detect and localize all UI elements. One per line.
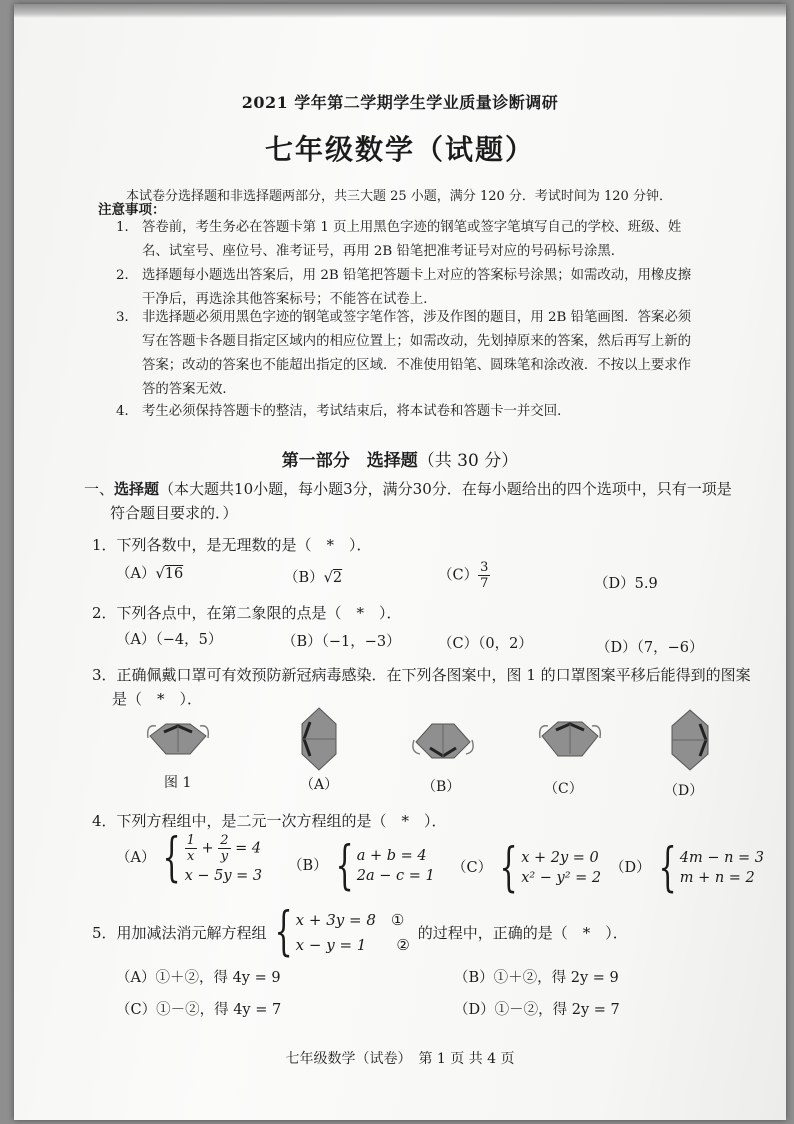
numerator: 2 (220, 832, 229, 848)
brace-icon: { (335, 836, 354, 896)
denominator: x (187, 848, 195, 864)
equation-line: x − 5y = 3 (184, 867, 263, 884)
part-label: 一、 (84, 480, 115, 498)
notice-heading: 注意事项： (98, 202, 166, 218)
q1-option-a (116, 562, 183, 583)
fraction (218, 833, 230, 864)
mask-figure-a (296, 704, 342, 774)
q4-option-a (116, 828, 263, 888)
equation-line: m + n = 2 (679, 870, 755, 886)
option-label: （A） (116, 850, 156, 866)
equation-1: x + 3y = 8 (295, 911, 376, 929)
equation-system (651, 838, 765, 898)
equation-2: x − y = 1 (295, 936, 367, 954)
equation-line: x² − y² = 2 (521, 870, 602, 886)
equation-system (328, 836, 435, 896)
part-name: 选择题 (114, 480, 160, 498)
fraction (185, 833, 197, 864)
q5-option-b: （B）①＋②，得 2y = 9 (454, 970, 619, 986)
figure-caption: （B） (422, 779, 461, 795)
sqrt-icon: √ (155, 566, 165, 582)
equation-rest: = 4 (235, 840, 262, 856)
notice-num: 4． (116, 404, 138, 419)
notice-text: 非选择题必须用黑色字迹的钢笔或签字笔作答，涉及作图的题目，用 2B 铅笔画图．答案必须写在答题卡各题目指定区域内的相应位置上；如需改动，先划掉原来的答案，然后再写上新的答案；改动的答案也不能超出指定的区域．不准使用铅笔、圆珠笔和涂改液．不按以上要求作答的答案无效． (142, 310, 692, 397)
option-label: （B） (288, 858, 328, 874)
mask-figure-c (534, 716, 606, 762)
sqrt-icon: √ (323, 570, 333, 586)
equation-line: 2a − c = 1 (356, 868, 435, 884)
equation-mark: ② (396, 936, 410, 954)
option-label: （A） (116, 566, 156, 582)
q1-stem: 1．下列各数中，是无理数的是（ * ）． (92, 536, 372, 554)
option-label: （D） (610, 860, 651, 876)
radicand: 16 (164, 566, 184, 582)
q4-option-b (288, 836, 435, 896)
intro-text: 本试卷分选择题和非选择题两部分，共三大题 25 小题，满分 120 分．考试时间为 120 分钟． (126, 189, 672, 204)
equation-system (492, 838, 602, 898)
brace-icon: { (162, 828, 182, 888)
notice-num: 1． (116, 220, 138, 235)
scan-shadow (14, 4, 786, 18)
q3-stem-2: 是（ * ）． (112, 690, 203, 708)
option-label: （B） (284, 570, 324, 586)
super-title: 2021 学年第二学期学生学业质量诊断调研 (241, 93, 559, 112)
equation-line: x + 2y = 0 (521, 850, 599, 866)
notice-text: 答卷前，考生务必在答题卡第 1 页上用黑色字迹的钢笔或签字笔填写自己的学校、班级、姓名、试室号、座位号、准考证号，再用 2B 铅笔把准考证号对应的号码标号涂黑． (142, 220, 682, 259)
brace-icon: { (499, 838, 518, 898)
q1-option-c (438, 560, 490, 591)
radicand: 2 (332, 570, 343, 586)
section-points: （共 30 分） (417, 451, 519, 471)
figure-caption: （D） (664, 783, 704, 799)
equation-line (296, 909, 410, 930)
q5-stem-b: 的过程中，正确的是（ * ）． (417, 923, 628, 942)
q5-stem-a: 5．用加减法消元解方程组 (92, 923, 267, 942)
numerator: 1 (186, 832, 195, 848)
denominator: 7 (480, 576, 489, 591)
q2-option-a: （A）（−4，5） (116, 632, 223, 648)
notice-num: 3． (116, 310, 138, 325)
q2-option-b: （B）（−1，−3） (282, 634, 401, 650)
denominator: y (220, 848, 229, 864)
figure-caption: 图 1 (164, 775, 192, 791)
equation-mark: ① (390, 911, 405, 929)
mask-figure-b (406, 718, 480, 762)
exam-paper (14, 4, 786, 1120)
part-description (84, 478, 732, 499)
equation-line: 4m − n = 3 (679, 850, 765, 866)
option-label: （C） (452, 860, 493, 876)
mask-figure-d (666, 706, 714, 774)
brace-icon: { (658, 838, 677, 898)
figure-caption: （A） (300, 777, 339, 793)
mask-figure-1 (142, 716, 214, 760)
equation-line (296, 934, 410, 955)
q5-option-c: （C）①－②，得 4y = 7 (116, 1002, 282, 1018)
q1-option-b (284, 566, 342, 587)
equation-system (155, 828, 263, 888)
notice-text: 选择题每小题选出答案后，用 2B 铅笔把答题卡上对应的答案标号涂黑；如需改动，用橡皮擦干净后，再选涂其他答案标号；不能答在试卷上． (142, 268, 692, 307)
section-name: 第一部分 选择题 (281, 451, 418, 471)
q4-stem: 4．下列方程组中，是二元一次方程组的是（ * ）． (92, 812, 447, 830)
q2-option-c: （C）（0，2） (438, 636, 533, 652)
equation-line: a + b = 4 (356, 848, 427, 864)
page-footer: 七年级数学（试卷） 第 1 页 共 4 页 (285, 1051, 515, 1067)
equation-system (267, 902, 410, 962)
q5-option-a: （A）①＋②，得 4y = 9 (116, 970, 281, 986)
q4-option-d (610, 838, 765, 898)
q5-stem (92, 902, 628, 962)
part-description-2: 符合题目要求的．） (110, 504, 238, 522)
notice-text: 考生必须保持答题卡的整洁，考试结束后，将本试卷和答题卡一并交回． (142, 404, 571, 419)
page-title: 七年级数学（试题） (264, 133, 535, 166)
brace-icon: { (273, 902, 293, 962)
q5-option-d: （D）①－②，得 2y = 7 (454, 1002, 620, 1018)
part-desc: （本大题共10小题，每小题3分，满分30分．在每小题给出的四个选项中，只有一项是 (159, 480, 732, 498)
notice-num: 2． (116, 268, 138, 283)
option-label: （C） (438, 567, 479, 584)
numerator: 3 (480, 560, 489, 575)
fraction (478, 560, 490, 591)
equation-line: $\frac{1}{x}$ + $\frac{2}{y}$ = 4 (186, 832, 262, 864)
q3-stem: 3．正确佩戴口罩可有效预防新冠病毒感染．在下列各图案中，图 1 的口罩图案平移后能得到的图案 (92, 666, 751, 684)
q2-stem: 2．下列各点中，在第二象限的点是（ * ）． (92, 604, 402, 622)
q2-option-d: （D）（7，−6） (596, 640, 704, 656)
section-title (14, 446, 786, 471)
q4-option-c (452, 838, 602, 898)
q1-option-d: （D）5.9 (594, 576, 658, 592)
figure-caption: （C） (544, 781, 583, 797)
